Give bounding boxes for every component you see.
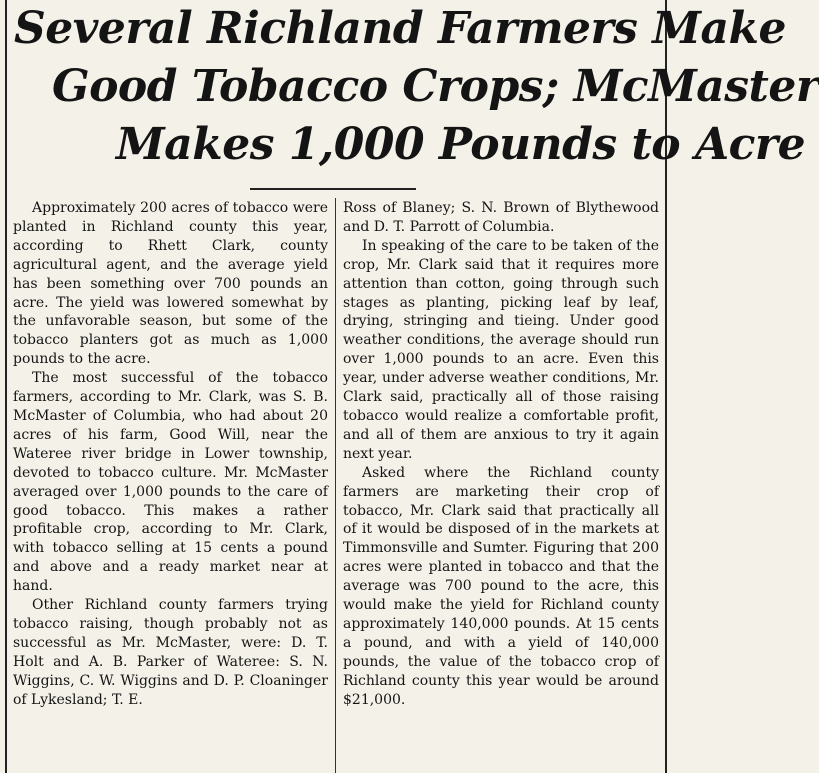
headline-divider-rule xyxy=(250,188,416,190)
paragraph: Asked where the Richland county farmers are marketing their crop of tobacco, Mr. Clark said that practically all of it would be disposed of in the markets at Timmonsville and Sumter. Figuring that 200 acres were planted in tobacco and that the average was 700 pound to the acre, this would make the yield for Richland county approximately 140,000 pounds. At 15 cents a pound, and with a yield of 140,000 pounds, the value of the tobacco crop of Richland county this year would be around $21,000. xyxy=(343,464,659,708)
headline xyxy=(8,0,819,174)
paragraph: In speaking of the care to be taken of the crop, Mr. Clark said that it requires more attention than cotton, going through such stages as planting, picking leaf by leaf, drying, stringing and tieing. Under good weather conditions, the average should run over 1,000 pounds to an acre. Even this year, under adverse weather conditions, Mr. Clark said, practically all of those raising tobacco would realize a comfortable profit, and all of them are anxious to try it again next year. xyxy=(343,237,659,462)
paragraph: Other Richland county farmers trying tobacco raising, though probably not as successful as Mr. McMaster, were: D. T. Holt and A. B. Parker of Wateree: S. N. Wiggins, C. W. Wiggins and D. P. Cloaninger of Lykesland; T. E. xyxy=(13,597,328,708)
article-column-right xyxy=(343,199,659,709)
article-column-left xyxy=(13,199,328,709)
paragraph-continued: Ross of Blaney; S. N. Brown of Blythewood and D. T. Parrott of Columbia. xyxy=(343,200,659,235)
paragraph: The most successful of the tobacco farmers, according to Mr. Clark, was S. B. McMaster of Columbia, who had about 20 acres of his farm, Good Will, near the Wateree river bridge in Lower township, devoted to tobacco culture. Mr. McMaster averaged over 1,000 pounds to the care of good tobacco. This makes a rather profitable crop, according to Mr. Clark, with tobacco selling at 15 cents a pound and above and a ready market near at hand. xyxy=(13,370,328,595)
paragraph: Approximately 200 acres of tobacco were planted in Richland county this year, according to Rhett Clark, county agricultural agent, and the average yield has been something over 700 pounds an acre. The yield was lowered somewhat by the unfavorable season, but some of the tobacco planters got as much as 1,000 pounds to the acre. xyxy=(13,200,328,368)
headline-line-2: Good Tobacco Crops; McMaster xyxy=(52,61,819,112)
headline-line-3: Makes 1,000 Pounds to Acre xyxy=(116,119,806,170)
column-divider xyxy=(335,198,336,773)
headline-line-1: Several Richland Farmers Make xyxy=(14,3,786,54)
clipping-left-edge xyxy=(5,0,7,773)
